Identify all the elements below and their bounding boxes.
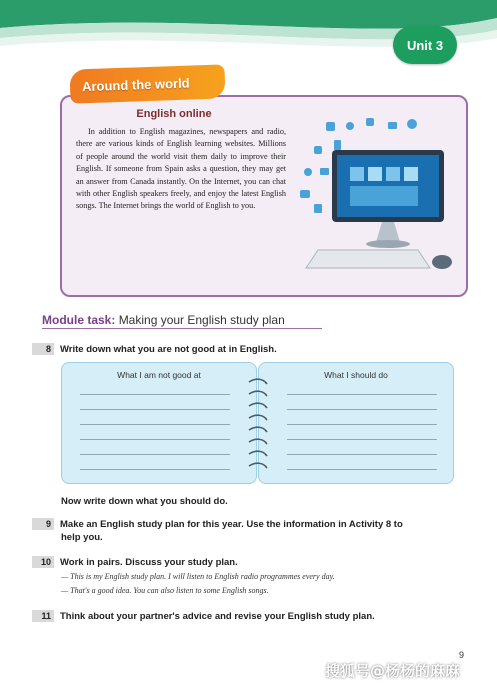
activity-9 [32,518,403,530]
activity-instruction: Think about your partner's advice and revise your English study plan. [60,611,375,622]
notebook-right-heading: What I should do [324,370,388,380]
activity-number: 9 [32,518,54,530]
notebook-spiral [245,378,271,478]
notebook-right-page[interactable] [258,362,454,484]
reading-passage: In addition to English magazines, newspapers and radio, there are various kinds of English learning websites. Millions of people around the world visit them daily to improve their English. If someone from Spain asks a question, they may get an answer from Canada instantly. On the Internet, you can chat with other English speakers freely, and enjoy the latest English songs. The Internet brings the world of English to you. [76,127,286,211]
activity-instruction: Write down what you are not good at in English. [60,344,277,355]
dialog-line-2: — That's a good idea. You can also listen to some English songs. [61,586,269,595]
notebook-left-page[interactable] [61,362,257,484]
activity-9-continued: help you. [61,532,103,543]
activity-number: 8 [32,343,54,355]
activity-instruction: Work in pairs. Discuss your study plan. [60,557,238,568]
reading-title: English online [136,108,212,120]
activity-8 [32,343,277,355]
activity-instruction: Make an English study plan for this year. Use the information in Activity 8 to [60,519,403,530]
module-task-label: Module task: [42,313,116,327]
dialog-line-1: — This is my English study plan. I will listen to English radio programmes every day. [61,572,335,581]
unit-badge: Unit 3 [393,26,457,64]
module-task-title: Making your English study plan [118,313,285,327]
activity-number: 11 [32,610,54,622]
section-banner: Around the world [69,64,225,103]
watermark: 搜狐号@杨杨的麻麻 [325,662,461,680]
module-task-heading [42,313,322,329]
activity-10 [32,556,238,568]
notebook-left-heading: What I am not good at [117,370,201,380]
followup-instruction: Now write down what you should do. [61,496,228,507]
computer-illustration [290,112,460,282]
activity-11 [32,610,375,622]
page-number: 9 [459,650,465,660]
activity-number: 10 [32,556,54,568]
